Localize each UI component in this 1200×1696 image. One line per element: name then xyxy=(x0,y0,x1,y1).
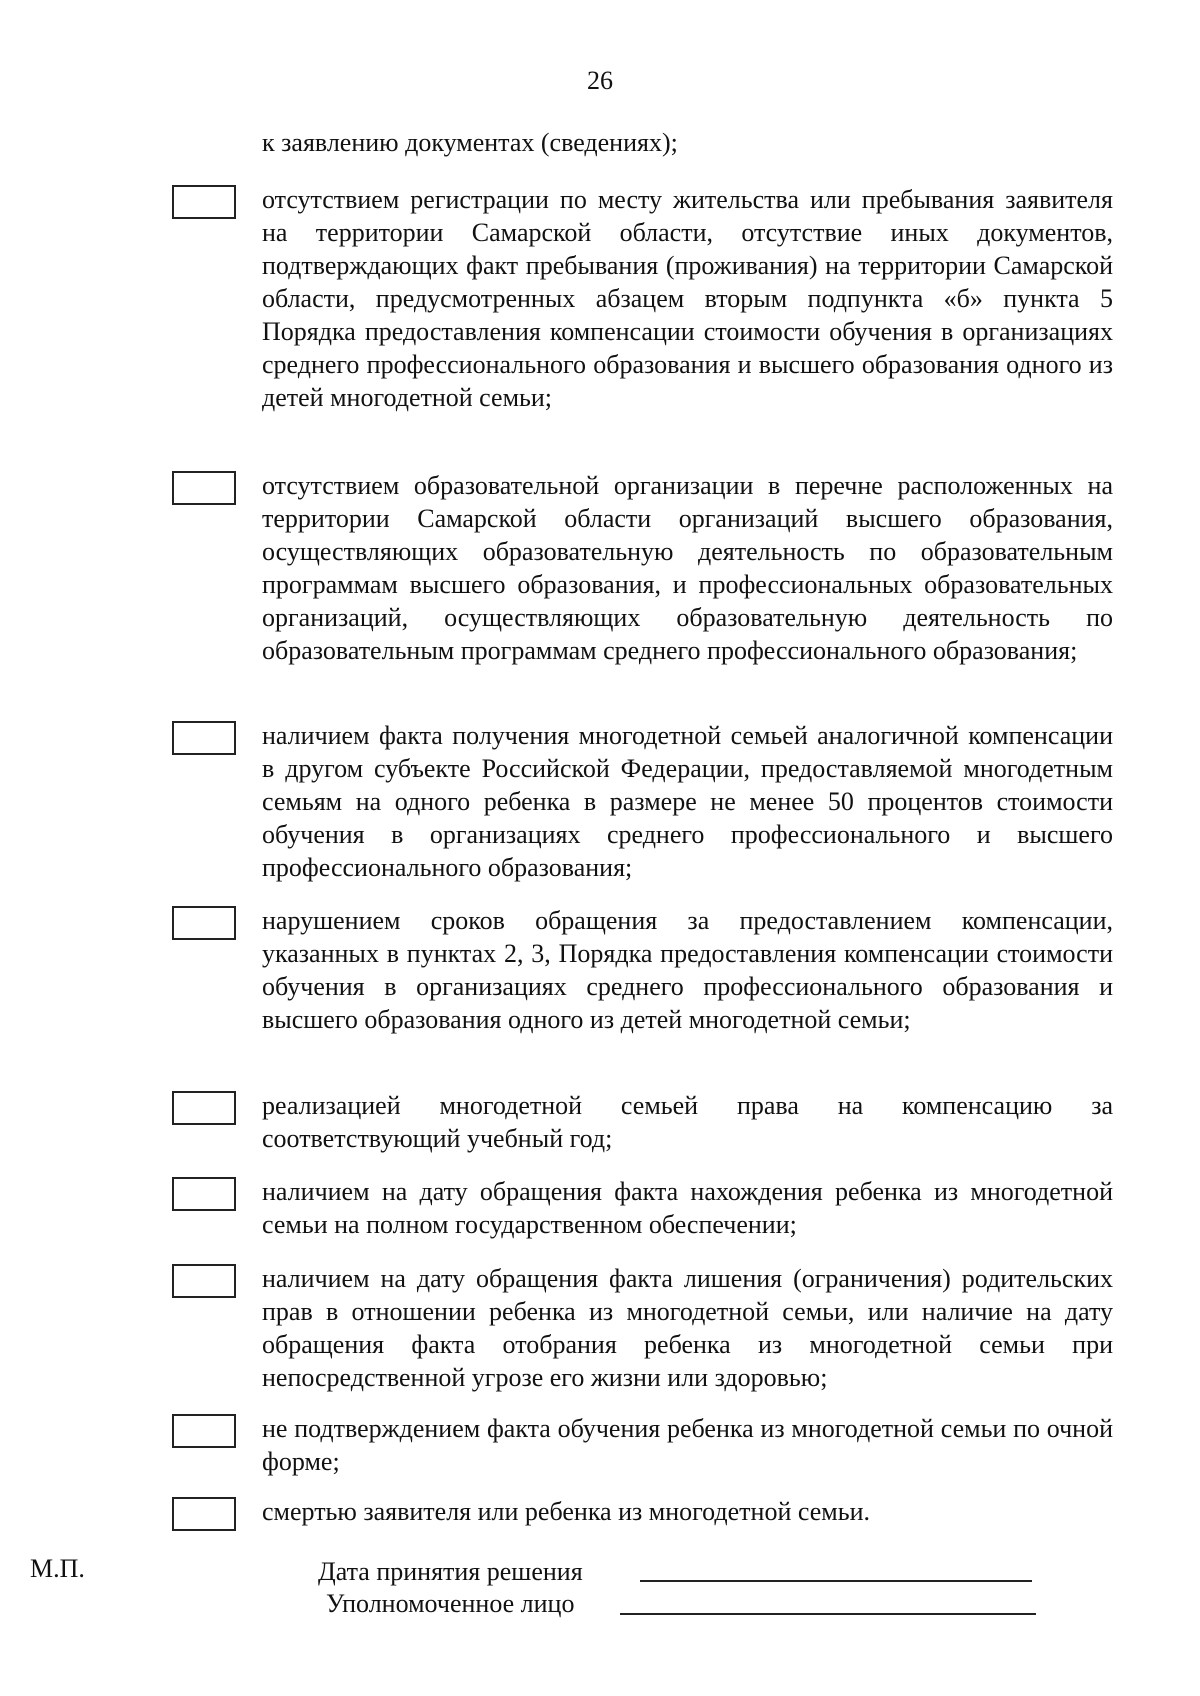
authorized-person-field[interactable] xyxy=(620,1613,1036,1615)
checkbox[interactable] xyxy=(172,1414,236,1448)
stamp-label: М.П. xyxy=(30,1554,85,1583)
item-text: не подтверждением факта обучения ребенка из многодетной семьи по очной форме; xyxy=(262,1414,1113,1476)
checkbox[interactable] xyxy=(172,1497,236,1531)
item-text: нарушением сроков обращения за предоставлением компенсации, указанных в пунктах 2, 3, Порядка предоставления компенсации стоимости обучения в организациях среднего профессионального образования и высшего образования одного из детей многодетной семьи; xyxy=(262,906,1113,1034)
checkbox[interactable] xyxy=(172,185,236,219)
item-text: наличием на дату обращения факта лишения (ограничения) родительских прав в отношении ребенка из многодетной семьи, или наличие на дату обращения факта отобрания ребенка из многодетной семьи при непосредственной угрозе его жизни или здоровью; xyxy=(262,1264,1113,1392)
authorized-person-label: Уполномоченное лицо xyxy=(326,1589,575,1618)
item-text: реализацией многодетной семьей права на компенсацию за соответствующий учебный год; xyxy=(262,1091,1113,1153)
decision-date-label: Дата принятия решения xyxy=(318,1557,583,1586)
checkbox[interactable] xyxy=(172,721,236,755)
checkbox[interactable] xyxy=(172,1091,236,1125)
checkbox[interactable] xyxy=(172,906,236,940)
item-text: смертью заявителя или ребенка из многодетной семьи. xyxy=(262,1497,870,1526)
item-text: наличием на дату обращения факта нахождения ребенка из многодетной семьи на полном государственном обеспечении; xyxy=(262,1177,1113,1239)
item-text: отсутствием образовательной организации в перечне расположенных на территории Самарской области организаций высшего образования, осуществляющих образовательную деятельность по образовательным программам высшего образования, и профессиональных образовательных организаций, осуществляющих образовательную деятельность по образовательным программам среднего профессионального образования; xyxy=(262,471,1113,665)
checkbox[interactable] xyxy=(172,471,236,505)
item-text: отсутствием регистрации по месту жительства или пребывания заявителя на территории Самарской области, отсутствие иных документов, подтверждающих факт пребывания (проживания) на территории Самарской области, предусмотренных абзацем вторым подпункта «б» пункта 5 Порядка предоставления компенсации стоимости обучения в организациях среднего профессионального образования и высшего образования одного из детей многодетной семьи; xyxy=(262,185,1113,412)
page-number: 26 xyxy=(587,66,613,95)
checkbox[interactable] xyxy=(172,1264,236,1298)
continuation-text: к заявлению документах (сведениях); xyxy=(262,128,678,157)
checkbox[interactable] xyxy=(172,1177,236,1211)
decision-date-field[interactable] xyxy=(640,1580,1032,1582)
item-text: наличием факта получения многодетной семьей аналогичной компенсации в другом субъекте Российской Федерации, предоставляемой многодетным семьям на одного ребенка в размере не менее 50 процентов стоимости обучения в организациях среднего профессионального и высшего профессионального образования; xyxy=(262,721,1113,882)
